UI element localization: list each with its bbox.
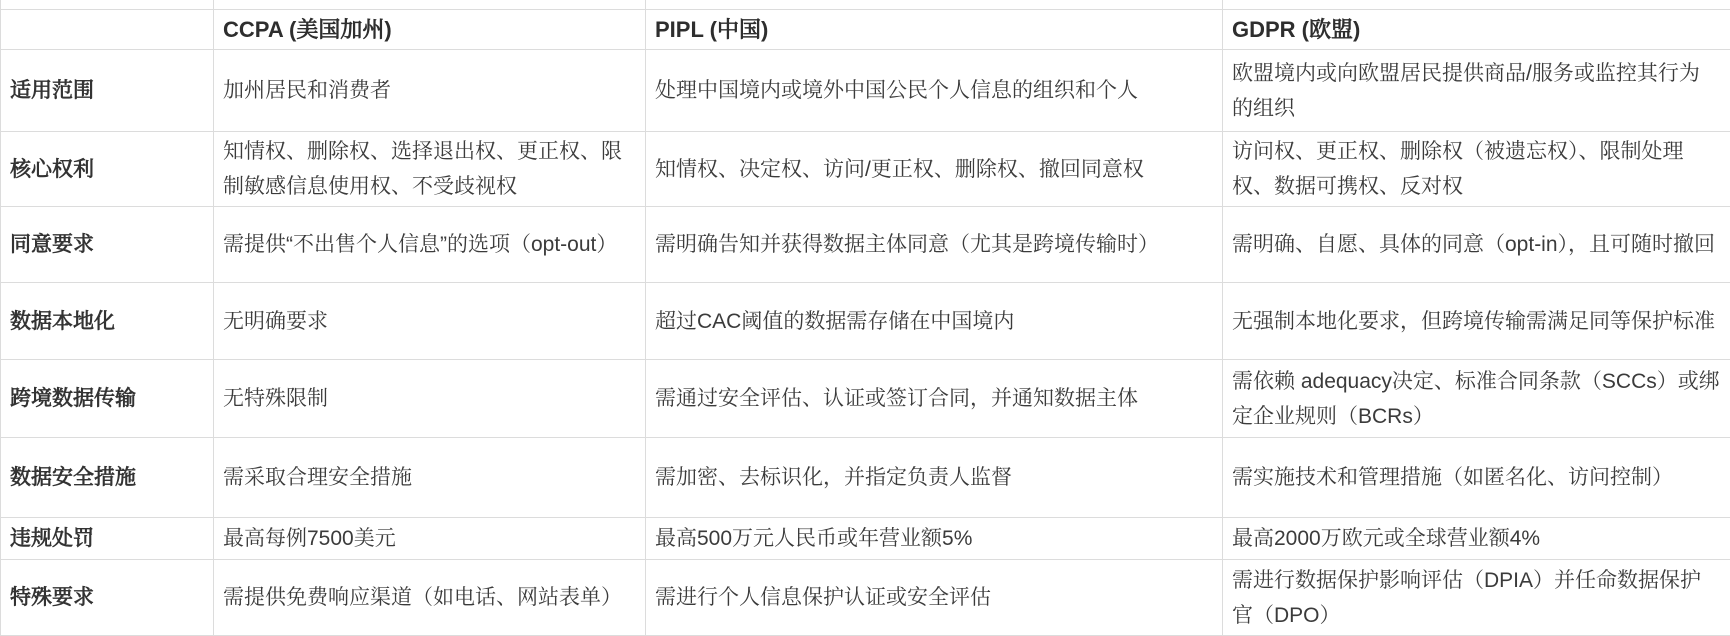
row-label: 数据安全措施 (1, 438, 214, 518)
row-label: 适用范围 (1, 50, 214, 132)
partial-cropped-row (1, 0, 1730, 10)
header-ccpa: CCPA (美国加州) (214, 10, 646, 50)
header-empty (1, 10, 214, 50)
cropped-cell (1223, 0, 1730, 10)
header-gdpr: GDPR (欧盟) (1223, 10, 1730, 50)
table-row-localization (1, 283, 1730, 360)
row-label: 核心权利 (1, 132, 214, 207)
table-row-cross-border (1, 360, 1730, 438)
cell-gdpr: 需实施技术和管理措施（如匿名化、访问控制） (1223, 438, 1730, 518)
row-label: 违规处罚 (1, 518, 214, 560)
cell-pipl: 超过CAC阈值的数据需存储在中国境内 (646, 283, 1223, 360)
table-row-consent (1, 207, 1730, 283)
cell-ccpa: 知情权、删除权、选择退出权、更正权、限制敏感信息使用权、不受歧视权 (214, 132, 646, 207)
cropped-cell (1, 0, 214, 10)
table-row-penalties (1, 518, 1730, 560)
cell-ccpa: 最高每例7500美元 (214, 518, 646, 560)
cell-gdpr: 需明确、自愿、具体的同意（opt-in），且可随时撤回 (1223, 207, 1730, 283)
cell-pipl: 需明确告知并获得数据主体同意（尤其是跨境传输时） (646, 207, 1223, 283)
header-pipl: PIPL (中国) (646, 10, 1223, 50)
cell-gdpr: 欧盟境内或向欧盟居民提供商品/服务或监控其行为的组织 (1223, 50, 1730, 132)
cell-gdpr: 最高2000万欧元或全球营业额4% (1223, 518, 1730, 560)
cell-pipl: 需通过安全评估、认证或签订合同，并通知数据主体 (646, 360, 1223, 438)
table-row-security (1, 438, 1730, 518)
cropped-cell (646, 0, 1223, 10)
cell-gdpr: 访问权、更正权、删除权（被遗忘权）、限制处理权、数据可携权、反对权 (1223, 132, 1730, 207)
cell-ccpa: 无明确要求 (214, 283, 646, 360)
cropped-cell (214, 0, 646, 10)
cell-pipl: 知情权、决定权、访问/更正权、删除权、撤回同意权 (646, 132, 1223, 207)
cell-pipl: 需进行个人信息保护认证或安全评估 (646, 560, 1223, 636)
row-label: 跨境数据传输 (1, 360, 214, 438)
row-label: 数据本地化 (1, 283, 214, 360)
cell-pipl: 最高500万元人民币或年营业额5% (646, 518, 1223, 560)
header-row (1, 10, 1730, 50)
cell-gdpr: 无强制本地化要求，但跨境传输需满足同等保护标准 (1223, 283, 1730, 360)
cell-ccpa: 需提供“不出售个人信息”的选项（opt-out） (214, 207, 646, 283)
cell-ccpa: 加州居民和消费者 (214, 50, 646, 132)
row-label: 特殊要求 (1, 560, 214, 636)
cell-ccpa: 无特殊限制 (214, 360, 646, 438)
table-row-core-rights (1, 132, 1730, 207)
cell-ccpa: 需采取合理安全措施 (214, 438, 646, 518)
cell-gdpr: 需依赖 adequacy决定、标准合同条款（SCCs）或绑定企业规则（BCRs） (1223, 360, 1730, 438)
cell-pipl: 处理中国境内或境外中国公民个人信息的组织和个人 (646, 50, 1223, 132)
row-label: 同意要求 (1, 207, 214, 283)
table-row-scope (1, 50, 1730, 132)
cell-gdpr: 需进行数据保护影响评估（DPIA）并任命数据保护官（DPO） (1223, 560, 1730, 636)
cell-ccpa: 需提供免费响应渠道（如电话、网站表单） (214, 560, 646, 636)
cell-pipl: 需加密、去标识化，并指定负责人监督 (646, 438, 1223, 518)
table-row-special (1, 560, 1730, 636)
